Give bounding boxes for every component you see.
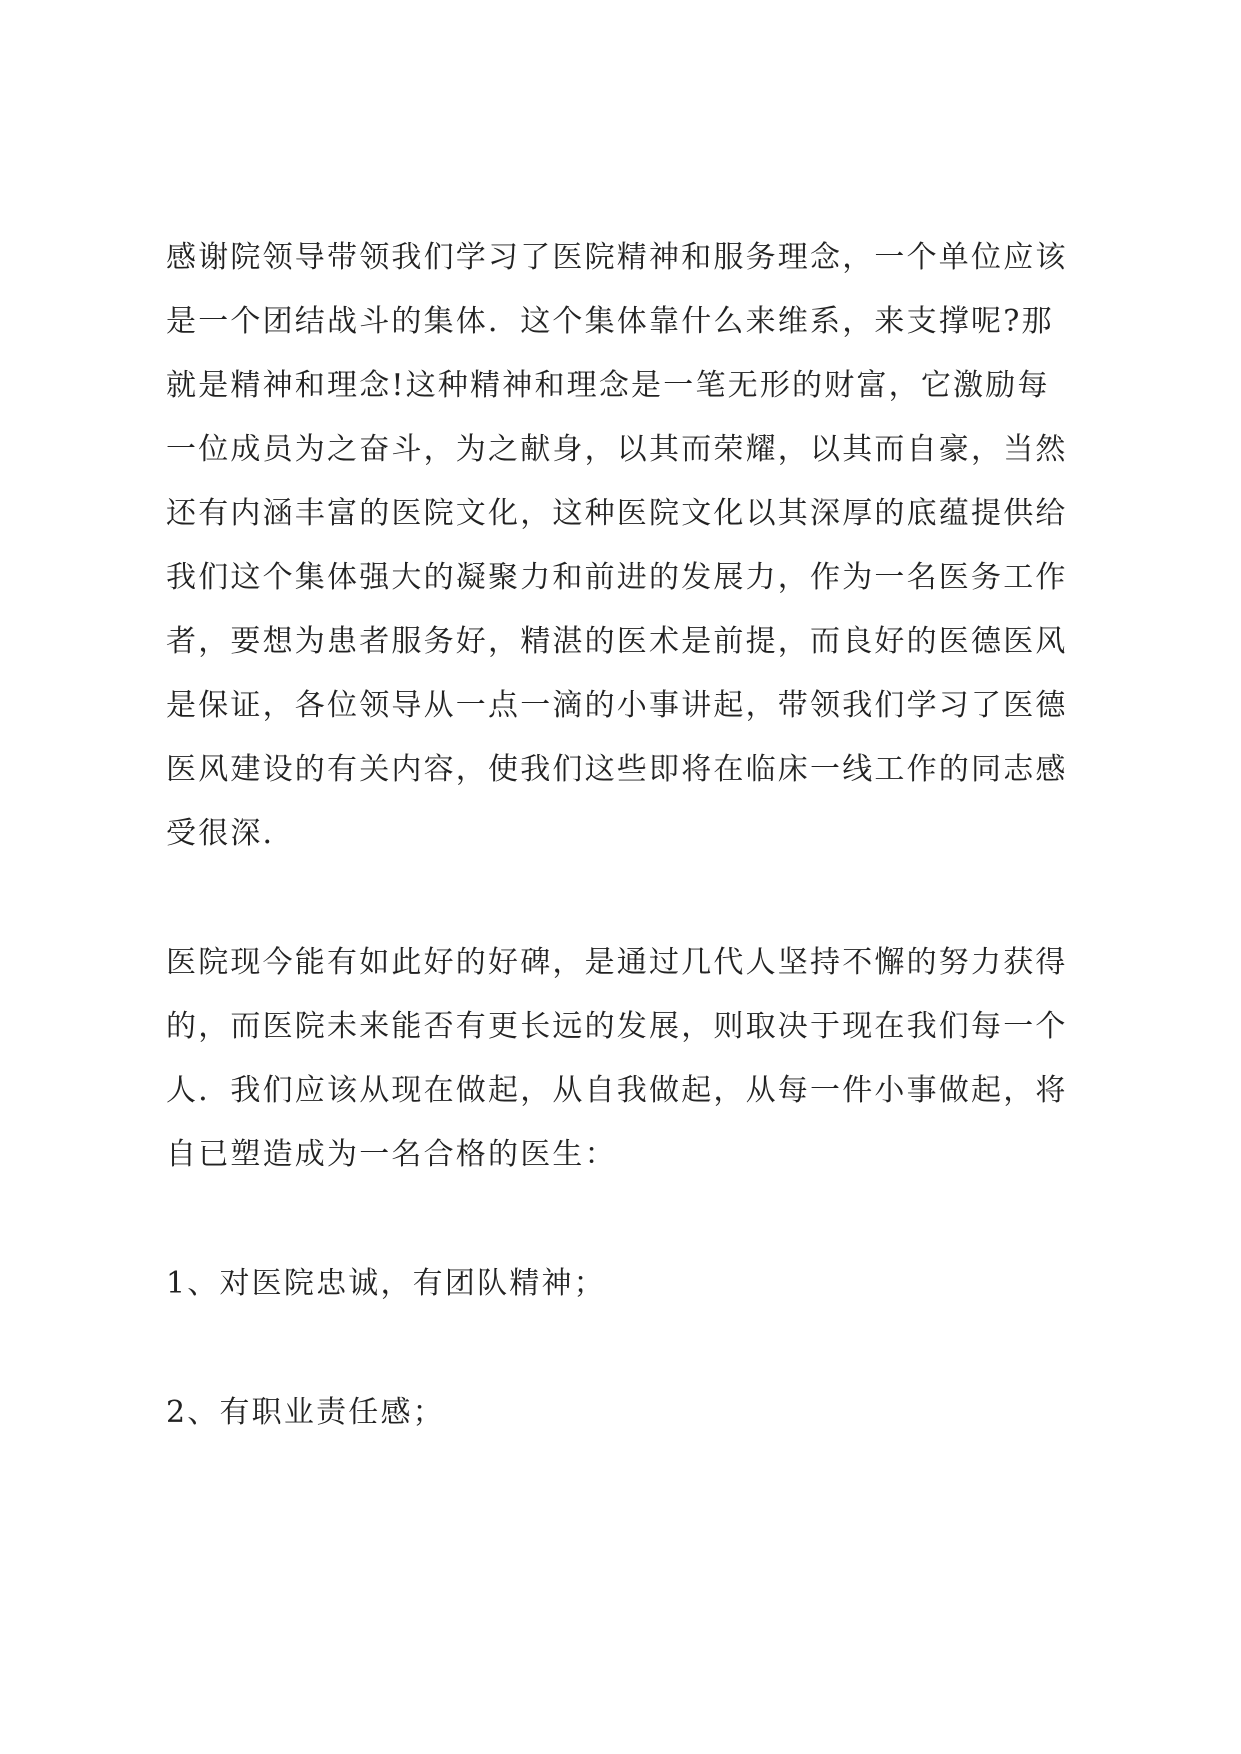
list-item-text: 2、有职业责任感； bbox=[166, 1395, 445, 1430]
document-body bbox=[166, 226, 1090, 1445]
text-line: 是保证，各位领导从一点一滴的小事讲起，带领我们学习了医德 bbox=[166, 688, 1068, 723]
list-item-text: 1、对医院忠诚，有团队精神； bbox=[166, 1266, 606, 1301]
list-item-1 bbox=[166, 1252, 1090, 1316]
text-line: 者，要想为患者服务好，精湛的医术是前提，而良好的医德医风 bbox=[166, 624, 1068, 659]
text-line: 还有内涵丰富的医院文化，这种医院文化以其深厚的底蕴提供给 bbox=[166, 496, 1068, 531]
text-line: 感谢院领导带领我们学习了医院精神和服务理念，一个单位应该 bbox=[166, 240, 1068, 275]
paragraph-1 bbox=[166, 226, 1090, 866]
text-line: 的，而医院未来能否有更长远的发展，则取决于现在我们每一个 bbox=[166, 1009, 1068, 1044]
text-line: 医院现今能有如此好的好碑，是通过几代人坚持不懈的努力获得 bbox=[166, 945, 1068, 980]
list-item-2 bbox=[166, 1381, 1090, 1445]
text-line: 一位成员为之奋斗，为之献身，以其而荣耀，以其而自豪，当然 bbox=[166, 432, 1068, 467]
text-line: 是一个团结战斗的集体．这个集体靠什么来维系，来支撑呢?那 bbox=[166, 304, 1054, 339]
paragraph-2 bbox=[166, 931, 1090, 1187]
text-line: 我们这个集体强大的凝聚力和前进的发展力，作为一名医务工作 bbox=[166, 560, 1068, 595]
paragraph-spacer bbox=[166, 1316, 1090, 1381]
text-line: 人．我们应该从现在做起，从自我做起，从每一件小事做起，将 bbox=[166, 1073, 1068, 1108]
text-line: 自已塑造成为一名合格的医生： bbox=[166, 1137, 617, 1172]
paragraph-spacer bbox=[166, 866, 1090, 931]
paragraph-spacer bbox=[166, 1187, 1090, 1252]
text-line: 受很深． bbox=[166, 816, 295, 851]
text-line: 医风建设的有关内容，使我们这些即将在临床一线工作的同志感 bbox=[166, 752, 1068, 787]
text-line: 就是精神和理念!这种精神和理念是一笔无形的财富，它激励每 bbox=[166, 368, 1050, 403]
